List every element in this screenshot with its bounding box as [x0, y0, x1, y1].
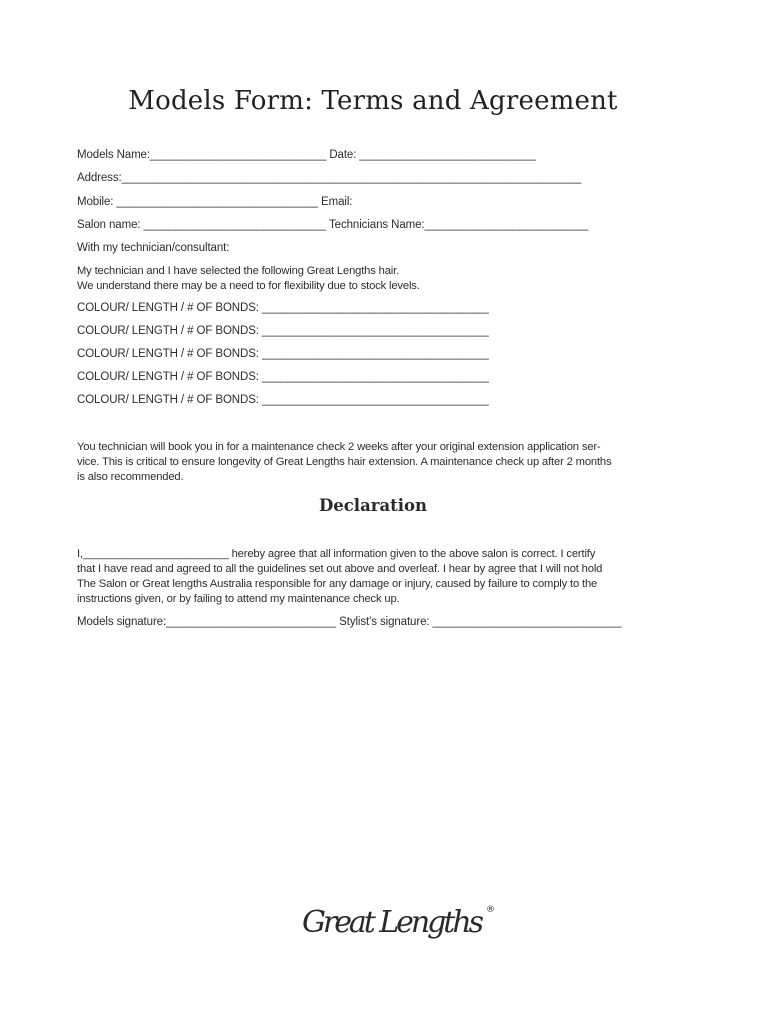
bond-row[interactable]: COLOUR/ LENGTH / # OF BONDS: ____________________________________ — [77, 394, 489, 406]
bond-row[interactable]: COLOUR/ LENGTH / # OF BONDS: ____________________________________ — [77, 371, 489, 383]
mobile-email-field[interactable]: Mobile: ________________________________ Email: — [77, 196, 353, 208]
maintenance-line: vice. This is critical to ensure longevity of Great Lengths hair extension. A maintenance check up after 2 months — [77, 456, 612, 468]
selection-intro-line: My technician and I have selected the following Great Lengths hair. — [77, 265, 400, 277]
selection-intro — [77, 264, 667, 294]
bond-row[interactable]: COLOUR/ LENGTH / # OF BONDS: ____________________________________ — [77, 302, 489, 314]
maintenance-line: You technician will book you in for a maintenance check 2 weeks after your original extension application ser- — [77, 441, 601, 453]
maintenance-line: is also recommended. — [77, 471, 184, 483]
address-field[interactable]: Address:_________________________________________________________________________ — [77, 172, 582, 184]
bond-row[interactable]: COLOUR/ LENGTH / # OF BONDS: ____________________________________ — [77, 325, 489, 337]
declaration-line: instructions given, or by failing to attend my maintenance check up. — [77, 593, 400, 605]
technician-consultant-label: With my technician/consultant: — [77, 242, 230, 254]
great-lengths-logo — [300, 896, 500, 946]
selection-intro-line: We understand there may be a need to for flexibility due to stock levels. — [77, 280, 420, 292]
declaration-line: The Salon or Great lengths Australia responsible for any damage or injury, caused by failure to comply to the — [77, 578, 598, 590]
declaration-line: that I have read and agreed to all the guidelines set out above and overleaf. I hear by agree that I will not hold — [77, 563, 603, 575]
registered-mark: ® — [486, 905, 495, 915]
declaration-line: I,________________________ hereby agree that all information given to the above salon is correct. I certify — [77, 548, 596, 560]
models-name-date-field[interactable]: Models Name:____________________________ Date: ____________________________ — [77, 149, 536, 161]
page-title: Models Form: Terms and Agreement — [128, 86, 618, 116]
signatures-field[interactable]: Models signature:___________________________ Stylist's signature: ______________________________ — [77, 616, 622, 628]
maintenance-note — [77, 440, 667, 485]
declaration-heading: Declaration — [318, 496, 428, 515]
declaration-text — [77, 547, 667, 607]
salon-technician-field[interactable]: Salon name: _____________________________ Technicians Name:__________________________ — [77, 219, 589, 231]
logo-wordmark: Great Lengths — [302, 905, 484, 940]
bond-row[interactable]: COLOUR/ LENGTH / # OF BONDS: ____________________________________ — [77, 348, 489, 360]
